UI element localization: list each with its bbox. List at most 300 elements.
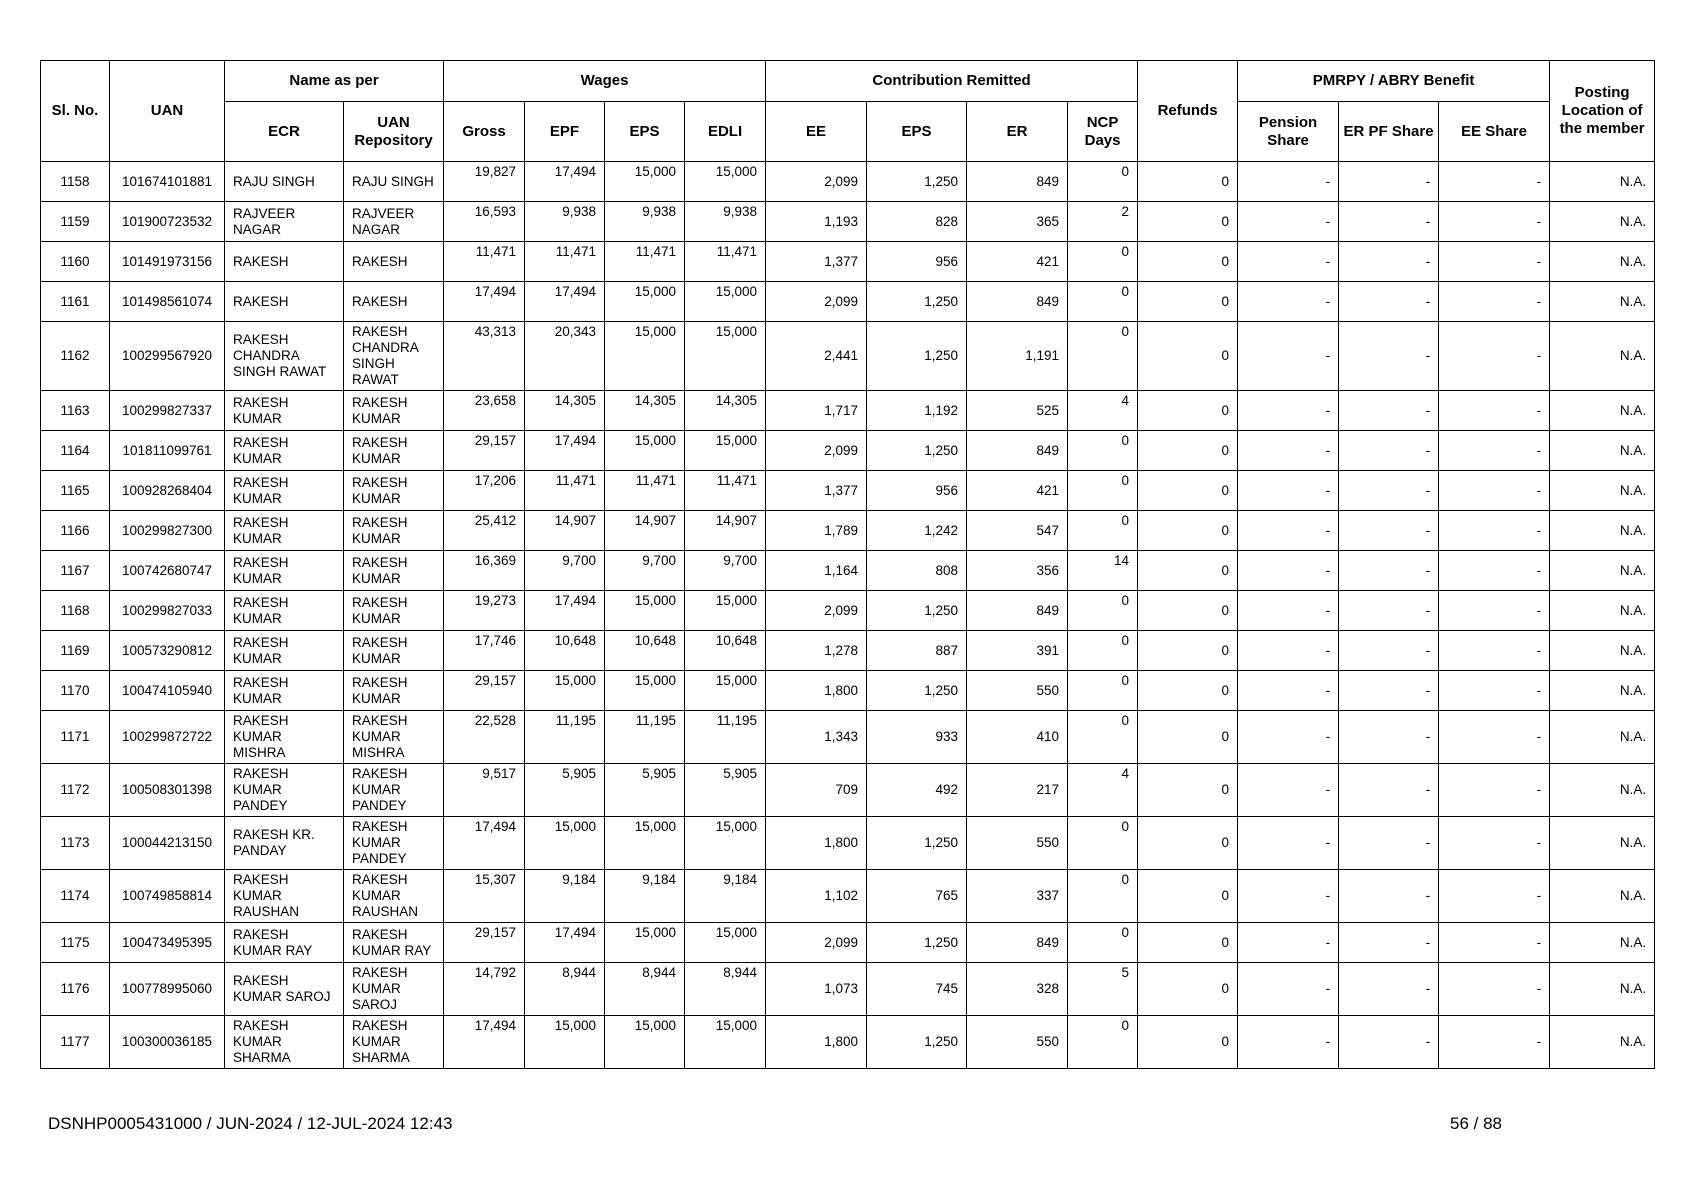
cell-pension-share: - [1238, 591, 1339, 631]
cell-ecr-name: RAKESH [225, 242, 344, 282]
cell-repository-name: RAKESH KUMAR [344, 471, 444, 511]
cell-posting-location: N.A. [1550, 817, 1655, 870]
cell-ecr-name: RAKESH [225, 282, 344, 322]
cell-refunds: 0 [1138, 391, 1238, 431]
cell-er: 217 [967, 764, 1068, 817]
cell-ee-share: - [1439, 591, 1550, 631]
cell-ecr-name: RAKESH KUMAR RAUSHAN [225, 870, 344, 923]
cell-contribution-eps: 1,250 [867, 322, 967, 391]
cell-refunds: 0 [1138, 511, 1238, 551]
cell-repository-name: RAKESH KUMAR PANDEY [344, 817, 444, 870]
cell-contribution-eps: 1,250 [867, 817, 967, 870]
cell-refunds: 0 [1138, 1016, 1238, 1069]
cell-ee-share: - [1439, 817, 1550, 870]
cell-refunds: 0 [1138, 711, 1238, 764]
cell-epf: 15,000 [525, 1016, 605, 1069]
cell-gross: 17,494 [444, 817, 525, 870]
ecr-table [40, 60, 1655, 1069]
cell-gross: 16,369 [444, 551, 525, 591]
cell-pension-share: - [1238, 391, 1339, 431]
cell-wages-eps: 9,938 [605, 202, 685, 242]
cell-ee: 1,800 [766, 671, 867, 711]
cell-contribution-eps: 808 [867, 551, 967, 591]
cell-gross: 14,792 [444, 963, 525, 1016]
cell-er: 849 [967, 162, 1068, 202]
cell-er: 337 [967, 870, 1068, 923]
header-uan-repository: UAN Repository [344, 102, 444, 162]
cell-sl-no: 1161 [41, 282, 110, 322]
cell-epf: 9,700 [525, 551, 605, 591]
cell-repository-name: RAKESH KUMAR [344, 431, 444, 471]
cell-wages-eps: 11,471 [605, 471, 685, 511]
cell-posting-location: N.A. [1550, 870, 1655, 923]
cell-refunds: 0 [1138, 162, 1238, 202]
cell-ee: 1,377 [766, 242, 867, 282]
cell-uan: 100299827033 [110, 591, 225, 631]
cell-ee-share: - [1439, 551, 1550, 591]
cell-repository-name: RAJVEER NAGAR [344, 202, 444, 242]
table-row [41, 817, 1655, 870]
cell-er-pf-share: - [1339, 551, 1439, 591]
cell-gross: 29,157 [444, 431, 525, 471]
cell-pension-share: - [1238, 817, 1339, 870]
cell-uan: 101498561074 [110, 282, 225, 322]
cell-ee-share: - [1439, 963, 1550, 1016]
cell-er-pf-share: - [1339, 391, 1439, 431]
cell-edli: 15,000 [685, 591, 766, 631]
table-row [41, 551, 1655, 591]
cell-refunds: 0 [1138, 471, 1238, 511]
cell-ncp-days: 0 [1068, 282, 1138, 322]
cell-ncp-days: 0 [1068, 711, 1138, 764]
cell-ncp-days: 0 [1068, 162, 1138, 202]
cell-contribution-eps: 828 [867, 202, 967, 242]
cell-ncp-days: 0 [1068, 242, 1138, 282]
cell-er-pf-share: - [1339, 162, 1439, 202]
cell-pension-share: - [1238, 764, 1339, 817]
cell-ee: 2,099 [766, 162, 867, 202]
cell-posting-location: N.A. [1550, 551, 1655, 591]
cell-edli: 15,000 [685, 431, 766, 471]
cell-epf: 17,494 [525, 162, 605, 202]
cell-ee-share: - [1439, 764, 1550, 817]
cell-contribution-eps: 1,250 [867, 282, 967, 322]
cell-epf: 17,494 [525, 591, 605, 631]
cell-ncp-days: 0 [1068, 631, 1138, 671]
cell-epf: 11,195 [525, 711, 605, 764]
cell-ee: 1,343 [766, 711, 867, 764]
cell-uan: 100474105940 [110, 671, 225, 711]
cell-ncp-days: 4 [1068, 391, 1138, 431]
cell-er: 1,191 [967, 322, 1068, 391]
cell-contribution-eps: 1,250 [867, 591, 967, 631]
table-row [41, 322, 1655, 391]
cell-sl-no: 1169 [41, 631, 110, 671]
cell-gross: 22,528 [444, 711, 525, 764]
cell-ee-share: - [1439, 391, 1550, 431]
cell-gross: 25,412 [444, 511, 525, 551]
footer-page-number: 56 / 88 [1450, 1114, 1502, 1133]
cell-uan: 100778995060 [110, 963, 225, 1016]
cell-pension-share: - [1238, 671, 1339, 711]
cell-repository-name: RAKESH KUMAR RAY [344, 923, 444, 963]
cell-er: 550 [967, 671, 1068, 711]
cell-sl-no: 1170 [41, 671, 110, 711]
cell-edli: 15,000 [685, 162, 766, 202]
cell-epf: 17,494 [525, 923, 605, 963]
cell-er-pf-share: - [1339, 671, 1439, 711]
cell-refunds: 0 [1138, 671, 1238, 711]
cell-gross: 11,471 [444, 242, 525, 282]
header-er: ER [967, 102, 1068, 162]
cell-epf: 14,907 [525, 511, 605, 551]
cell-er: 849 [967, 431, 1068, 471]
cell-ncp-days: 4 [1068, 764, 1138, 817]
cell-refunds: 0 [1138, 923, 1238, 963]
cell-ncp-days: 14 [1068, 551, 1138, 591]
cell-sl-no: 1172 [41, 764, 110, 817]
cell-contribution-eps: 933 [867, 711, 967, 764]
cell-pension-share: - [1238, 870, 1339, 923]
table-row [41, 764, 1655, 817]
cell-ee-share: - [1439, 471, 1550, 511]
cell-ee-share: - [1439, 322, 1550, 391]
header-sl-no: Sl. No. [41, 61, 110, 162]
cell-ecr-name: RAKESH KUMAR PANDEY [225, 764, 344, 817]
cell-er-pf-share: - [1339, 631, 1439, 671]
table-row [41, 511, 1655, 551]
cell-uan: 100508301398 [110, 764, 225, 817]
cell-epf: 17,494 [525, 282, 605, 322]
cell-sl-no: 1165 [41, 471, 110, 511]
cell-edli: 14,305 [685, 391, 766, 431]
cell-refunds: 0 [1138, 551, 1238, 591]
cell-pension-share: - [1238, 711, 1339, 764]
table-row [41, 242, 1655, 282]
cell-edli: 15,000 [685, 671, 766, 711]
cell-ee: 1,193 [766, 202, 867, 242]
header-ee-share: EE Share [1439, 102, 1550, 162]
header-posting-location: Posting Location of the member [1550, 61, 1655, 162]
cell-ecr-name: RAKESH KUMAR [225, 471, 344, 511]
cell-contribution-eps: 1,250 [867, 431, 967, 471]
header-ecr: ECR [225, 102, 344, 162]
cell-ee: 1,073 [766, 963, 867, 1016]
cell-pension-share: - [1238, 511, 1339, 551]
cell-ee: 1,800 [766, 817, 867, 870]
cell-er-pf-share: - [1339, 764, 1439, 817]
cell-ee: 1,164 [766, 551, 867, 591]
table-header [41, 61, 1655, 162]
cell-posting-location: N.A. [1550, 764, 1655, 817]
cell-refunds: 0 [1138, 764, 1238, 817]
cell-er-pf-share: - [1339, 202, 1439, 242]
cell-pension-share: - [1238, 631, 1339, 671]
cell-edli: 11,471 [685, 471, 766, 511]
cell-epf: 10,648 [525, 631, 605, 671]
cell-repository-name: RAKESH KUMAR SAROJ [344, 963, 444, 1016]
cell-repository-name: RAKESH KUMAR [344, 671, 444, 711]
cell-wages-eps: 14,907 [605, 511, 685, 551]
cell-posting-location: N.A. [1550, 431, 1655, 471]
table-row [41, 963, 1655, 1016]
cell-edli: 9,938 [685, 202, 766, 242]
cell-ecr-name: RAJU SINGH [225, 162, 344, 202]
cell-wages-eps: 15,000 [605, 817, 685, 870]
cell-repository-name: RAKESH KUMAR [344, 591, 444, 631]
cell-edli: 9,700 [685, 551, 766, 591]
cell-ee: 1,377 [766, 471, 867, 511]
cell-pension-share: - [1238, 242, 1339, 282]
cell-refunds: 0 [1138, 242, 1238, 282]
cell-ecr-name: RAJVEER NAGAR [225, 202, 344, 242]
table-row [41, 711, 1655, 764]
cell-ee: 2,441 [766, 322, 867, 391]
cell-ee: 1,800 [766, 1016, 867, 1069]
cell-repository-name: RAKESH KUMAR [344, 511, 444, 551]
header-gross: Gross [444, 102, 525, 162]
cell-gross: 17,746 [444, 631, 525, 671]
cell-ee-share: - [1439, 631, 1550, 671]
cell-ncp-days: 0 [1068, 671, 1138, 711]
cell-ee: 1,278 [766, 631, 867, 671]
cell-er-pf-share: - [1339, 471, 1439, 511]
cell-er-pf-share: - [1339, 817, 1439, 870]
cell-ncp-days: 0 [1068, 870, 1138, 923]
cell-er: 849 [967, 591, 1068, 631]
cell-posting-location: N.A. [1550, 923, 1655, 963]
cell-ecr-name: RAKESH KUMAR [225, 431, 344, 471]
cell-sl-no: 1158 [41, 162, 110, 202]
header-wages: Wages [444, 61, 766, 102]
cell-repository-name: RAKESH [344, 282, 444, 322]
table-row [41, 431, 1655, 471]
cell-er: 410 [967, 711, 1068, 764]
cell-er: 421 [967, 242, 1068, 282]
table-row [41, 923, 1655, 963]
cell-er: 391 [967, 631, 1068, 671]
table-row [41, 631, 1655, 671]
cell-refunds: 0 [1138, 282, 1238, 322]
cell-sl-no: 1176 [41, 963, 110, 1016]
cell-edli: 14,907 [685, 511, 766, 551]
cell-ee-share: - [1439, 202, 1550, 242]
cell-epf: 20,343 [525, 322, 605, 391]
cell-uan: 100573290812 [110, 631, 225, 671]
cell-gross: 15,307 [444, 870, 525, 923]
cell-ee-share: - [1439, 870, 1550, 923]
cell-ee: 2,099 [766, 282, 867, 322]
cell-gross: 17,494 [444, 1016, 525, 1069]
cell-wages-eps: 11,195 [605, 711, 685, 764]
cell-posting-location: N.A. [1550, 711, 1655, 764]
cell-contribution-eps: 887 [867, 631, 967, 671]
cell-er: 849 [967, 282, 1068, 322]
cell-gross: 43,313 [444, 322, 525, 391]
table-row [41, 391, 1655, 431]
table-row [41, 870, 1655, 923]
cell-refunds: 0 [1138, 870, 1238, 923]
cell-ecr-name: RAKESH KUMAR MISHRA [225, 711, 344, 764]
cell-ecr-name: RAKESH KUMAR [225, 391, 344, 431]
cell-ecr-name: RAKESH KR. PANDAY [225, 817, 344, 870]
cell-ee-share: - [1439, 282, 1550, 322]
cell-posting-location: N.A. [1550, 322, 1655, 391]
cell-posting-location: N.A. [1550, 202, 1655, 242]
cell-repository-name: RAKESH [344, 242, 444, 282]
cell-er-pf-share: - [1339, 511, 1439, 551]
cell-sl-no: 1160 [41, 242, 110, 282]
cell-contribution-eps: 1,242 [867, 511, 967, 551]
cell-ee: 2,099 [766, 431, 867, 471]
header-contribution-eps: EPS [867, 102, 967, 162]
cell-repository-name: RAKESH KUMAR SHARMA [344, 1016, 444, 1069]
cell-wages-eps: 15,000 [605, 162, 685, 202]
cell-ecr-name: RAKESH KUMAR SHARMA [225, 1016, 344, 1069]
cell-contribution-eps: 1,250 [867, 923, 967, 963]
cell-sl-no: 1164 [41, 431, 110, 471]
cell-ncp-days: 5 [1068, 963, 1138, 1016]
cell-sl-no: 1159 [41, 202, 110, 242]
cell-wages-eps: 9,700 [605, 551, 685, 591]
cell-gross: 9,517 [444, 764, 525, 817]
cell-ncp-days: 0 [1068, 817, 1138, 870]
cell-epf: 11,471 [525, 242, 605, 282]
cell-ee: 2,099 [766, 591, 867, 631]
cell-sl-no: 1167 [41, 551, 110, 591]
cell-gross: 19,273 [444, 591, 525, 631]
cell-repository-name: RAKESH KUMAR MISHRA [344, 711, 444, 764]
cell-refunds: 0 [1138, 591, 1238, 631]
cell-edli: 11,471 [685, 242, 766, 282]
cell-er-pf-share: - [1339, 322, 1439, 391]
table-row [41, 282, 1655, 322]
cell-pension-share: - [1238, 551, 1339, 591]
header-edli: EDLI [685, 102, 766, 162]
cell-repository-name: RAKESH KUMAR [344, 391, 444, 431]
cell-epf: 8,944 [525, 963, 605, 1016]
table-body [41, 162, 1655, 1069]
cell-repository-name: RAKESH KUMAR [344, 551, 444, 591]
cell-gross: 29,157 [444, 671, 525, 711]
cell-ee-share: - [1439, 1016, 1550, 1069]
cell-er-pf-share: - [1339, 870, 1439, 923]
cell-edli: 15,000 [685, 817, 766, 870]
cell-contribution-eps: 1,250 [867, 1016, 967, 1069]
cell-contribution-eps: 765 [867, 870, 967, 923]
cell-ecr-name: RAKESH KUMAR [225, 591, 344, 631]
cell-epf: 11,471 [525, 471, 605, 511]
cell-contribution-eps: 1,192 [867, 391, 967, 431]
cell-sl-no: 1174 [41, 870, 110, 923]
cell-epf: 5,905 [525, 764, 605, 817]
cell-posting-location: N.A. [1550, 591, 1655, 631]
cell-ncp-days: 2 [1068, 202, 1138, 242]
cell-gross: 17,206 [444, 471, 525, 511]
cell-uan: 100299827300 [110, 511, 225, 551]
cell-uan: 100299872722 [110, 711, 225, 764]
cell-sl-no: 1173 [41, 817, 110, 870]
header-er-pf-share: ER PF Share [1339, 102, 1439, 162]
header-ee: EE [766, 102, 867, 162]
header-wages-eps: EPS [605, 102, 685, 162]
cell-posting-location: N.A. [1550, 162, 1655, 202]
cell-er: 525 [967, 391, 1068, 431]
cell-ncp-days: 0 [1068, 923, 1138, 963]
cell-wages-eps: 8,944 [605, 963, 685, 1016]
cell-ncp-days: 0 [1068, 511, 1138, 551]
cell-epf: 14,305 [525, 391, 605, 431]
cell-posting-location: N.A. [1550, 511, 1655, 551]
cell-ncp-days: 0 [1068, 322, 1138, 391]
cell-epf: 9,938 [525, 202, 605, 242]
cell-edli: 15,000 [685, 1016, 766, 1069]
cell-edli: 15,000 [685, 322, 766, 391]
cell-ee-share: - [1439, 923, 1550, 963]
cell-ee: 1,789 [766, 511, 867, 551]
cell-er-pf-share: - [1339, 431, 1439, 471]
cell-sl-no: 1166 [41, 511, 110, 551]
cell-uan: 100299567920 [110, 322, 225, 391]
cell-sl-no: 1171 [41, 711, 110, 764]
cell-ee: 2,099 [766, 923, 867, 963]
table-row [41, 591, 1655, 631]
table-row [41, 202, 1655, 242]
cell-gross: 17,494 [444, 282, 525, 322]
cell-ee: 709 [766, 764, 867, 817]
cell-er-pf-share: - [1339, 282, 1439, 322]
cell-refunds: 0 [1138, 202, 1238, 242]
cell-uan: 100473495395 [110, 923, 225, 963]
cell-wages-eps: 15,000 [605, 282, 685, 322]
cell-ecr-name: RAKESH CHANDRA SINGH RAWAT [225, 322, 344, 391]
cell-pension-share: - [1238, 202, 1339, 242]
cell-posting-location: N.A. [1550, 671, 1655, 711]
cell-wages-eps: 15,000 [605, 591, 685, 631]
cell-posting-location: N.A. [1550, 282, 1655, 322]
cell-ecr-name: RAKESH KUMAR RAY [225, 923, 344, 963]
cell-er: 421 [967, 471, 1068, 511]
cell-gross: 23,658 [444, 391, 525, 431]
cell-posting-location: N.A. [1550, 471, 1655, 511]
cell-edli: 15,000 [685, 282, 766, 322]
cell-uan: 100749858814 [110, 870, 225, 923]
header-contribution-remitted: Contribution Remitted [766, 61, 1138, 102]
cell-ecr-name: RAKESH KUMAR SAROJ [225, 963, 344, 1016]
table-row [41, 1016, 1655, 1069]
cell-repository-name: RAKESH KUMAR RAUSHAN [344, 870, 444, 923]
cell-gross: 29,157 [444, 923, 525, 963]
cell-wages-eps: 15,000 [605, 431, 685, 471]
cell-refunds: 0 [1138, 817, 1238, 870]
header-pmrpy-abry: PMRPY / ABRY Benefit [1238, 61, 1550, 102]
table-row [41, 671, 1655, 711]
cell-pension-share: - [1238, 162, 1339, 202]
cell-ee-share: - [1439, 511, 1550, 551]
cell-pension-share: - [1238, 1016, 1339, 1069]
cell-er: 849 [967, 923, 1068, 963]
cell-er-pf-share: - [1339, 591, 1439, 631]
cell-contribution-eps: 956 [867, 471, 967, 511]
cell-wages-eps: 15,000 [605, 671, 685, 711]
cell-refunds: 0 [1138, 322, 1238, 391]
cell-refunds: 0 [1138, 631, 1238, 671]
cell-posting-location: N.A. [1550, 242, 1655, 282]
cell-gross: 16,593 [444, 202, 525, 242]
cell-uan: 100742680747 [110, 551, 225, 591]
cell-ee: 1,717 [766, 391, 867, 431]
cell-pension-share: - [1238, 471, 1339, 511]
